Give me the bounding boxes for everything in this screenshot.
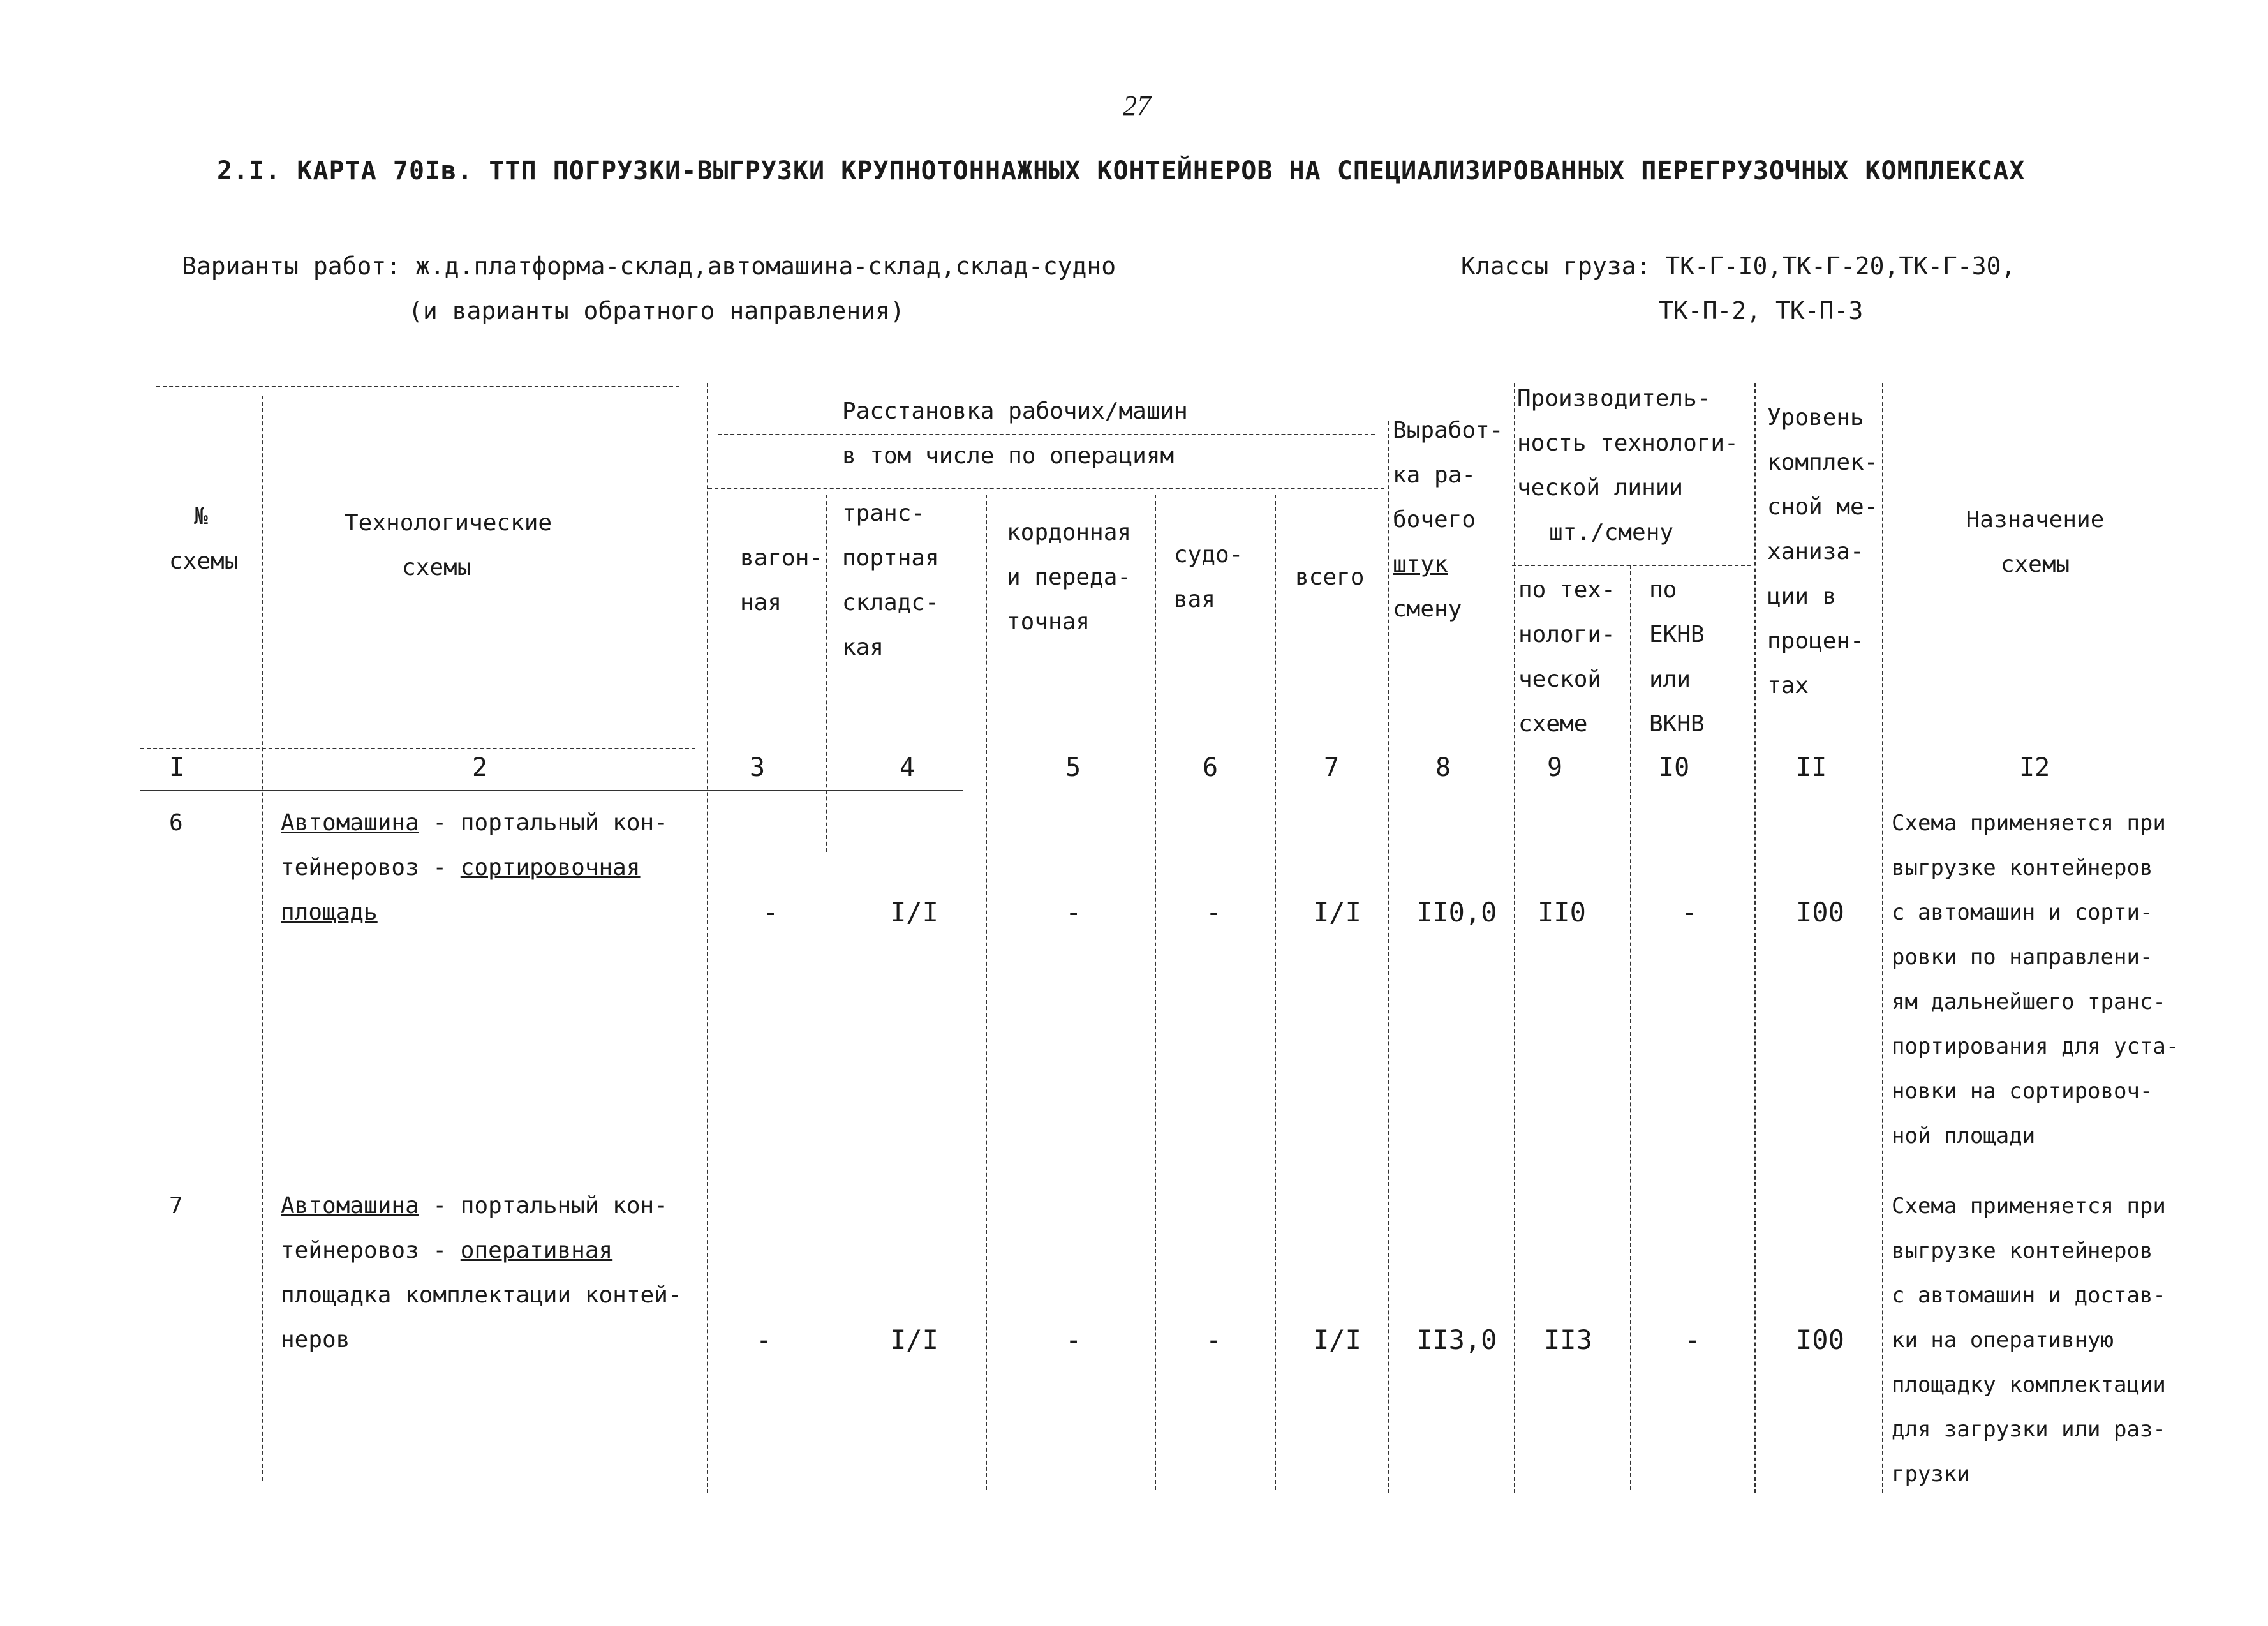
row-col5: - <box>1065 1324 1082 1355</box>
purpose-line: ки на оперативную <box>1892 1327 2114 1353</box>
header-col7: всего <box>1295 564 1365 590</box>
row-col8: II0,0 <box>1416 897 1497 928</box>
scheme-part: тейнеровоз - <box>281 1237 461 1264</box>
purpose-line: портирования для уста- <box>1892 1034 2179 1059</box>
purpose-line: с автомашин и сорти- <box>1892 900 2153 925</box>
header-col6-line2: вая <box>1174 586 1216 613</box>
header-col11 <box>1767 396 1878 708</box>
page-number: 27 <box>1123 90 1151 121</box>
scheme-part: неров <box>281 1327 350 1353</box>
header-tech-schemes-line1: Технологические <box>345 510 552 536</box>
header-col3-line1: вагон- <box>740 545 824 571</box>
header-col9-line2: нологи- <box>1518 622 1615 648</box>
header-col3-line2: ная <box>740 590 782 616</box>
row-scheme-no: 7 <box>169 1193 183 1219</box>
header-col11-line7: тах <box>1767 673 1809 699</box>
work-variants: Варианты работ: ж.д.платформа-склад,автомашина-склад,склад-судно <box>182 252 1116 280</box>
header-prod-group-line2: ность технологи- <box>1517 430 1738 456</box>
header-col6-line1: судо- <box>1174 542 1243 568</box>
scheme-part: - портальный кон- <box>419 810 668 836</box>
row-col11: I00 <box>1796 1324 1844 1355</box>
header-col11-line6: процен- <box>1767 628 1864 654</box>
header-scheme-no-line2: схемы <box>169 548 239 574</box>
header-col4-line1: транс- <box>842 500 926 526</box>
header-col10 <box>1649 568 1705 747</box>
purpose-line: ям дальнейшего транс- <box>1892 989 2166 1015</box>
col-divider-5 <box>1155 495 1156 1490</box>
document-title: 2.I. КАРТА 70Iв. ТТП ПОГРУЗКИ-ВЫГРУЗКИ КРУПНОТОННАЖНЫХ КОНТЕЙНЕРОВ НА СПЕЦИАЛИЗИРОВАННЫХ ПЕРЕГРУЗОЧНЫХ КОМПЛЕКСАХ <box>217 156 2026 186</box>
cargo-classes-line1: Классы груза: ТК-Г-I0,ТК-Г-20,ТК-Г-30, <box>1461 252 2016 280</box>
purpose-line: выгрузке контейнеров <box>1892 1238 2153 1264</box>
row-col3: - <box>762 897 779 928</box>
header-col4-line4: кая <box>842 634 884 660</box>
purpose-line: ной площади <box>1892 1123 2036 1149</box>
header-ops-group: в том числе по операциям <box>842 443 1175 469</box>
header-crew-group: Расстановка рабочих/машин <box>842 398 1188 424</box>
row-col10: - <box>1684 1324 1701 1355</box>
col-divider-7 <box>1388 421 1389 1493</box>
purpose-line: ровки по направлени- <box>1892 944 2153 970</box>
header-col8-line3: бочего <box>1393 507 1476 533</box>
row-scheme-no: 6 <box>169 810 183 836</box>
header-scheme-no-line1: № <box>194 503 208 530</box>
column-number-1: I <box>169 753 185 782</box>
work-variants-note: (и варианты обратного направления) <box>408 297 905 325</box>
table-top-rule <box>156 386 679 387</box>
header-col12-line1: Назначение <box>1966 507 2105 533</box>
ops-group-rule <box>708 488 1384 489</box>
header-col9-line4: схеме <box>1518 711 1588 737</box>
row-col4: I/I <box>890 1324 938 1355</box>
column-number-3: 3 <box>750 753 766 782</box>
column-number-7: 7 <box>1324 753 1340 782</box>
header-col8-line5: смену <box>1393 596 1462 622</box>
row-col7: I/I <box>1313 1324 1361 1355</box>
prod-group-rule <box>1512 565 1751 566</box>
purpose-line: грузки <box>1892 1461 1970 1487</box>
scheme-part: тейнеровоз - <box>281 854 461 881</box>
purpose-line: Схема применяется при <box>1892 810 2166 836</box>
row-col4: I/I <box>890 897 938 928</box>
row-purpose <box>1892 801 2179 1158</box>
row-col6: - <box>1206 897 1222 928</box>
header-col12 <box>1962 498 2109 587</box>
header-col10-line4: ВКНВ <box>1649 711 1705 737</box>
scheme-part: оперативная <box>460 1237 613 1264</box>
column-number-5: 5 <box>1065 753 1081 782</box>
header-col4 <box>842 491 939 670</box>
col-divider-1 <box>262 396 263 1481</box>
column-number-11: II <box>1796 753 1827 782</box>
row-col10: - <box>1681 897 1698 928</box>
col-divider-8 <box>1514 383 1515 1493</box>
header-col10-line2: ЕКНВ <box>1649 622 1705 648</box>
header-prod-group <box>1517 377 1738 555</box>
header-scheme-no <box>169 495 239 584</box>
header-col5-line1: кордонная <box>1007 519 1132 546</box>
cargo-classes-line2: ТК-П-2, ТК-П-3 <box>1659 297 1864 325</box>
column-number-6: 6 <box>1203 753 1219 782</box>
row-scheme-description <box>281 801 668 935</box>
scheme-part: сортировочная <box>460 854 641 881</box>
scheme-part: Автомашина <box>281 1193 419 1219</box>
header-col9-line1: по тех- <box>1518 577 1615 603</box>
scheme-part: - портальный кон- <box>419 1193 668 1219</box>
header-tech-schemes <box>345 501 552 590</box>
purpose-line: с автомашин и достав- <box>1892 1283 2166 1308</box>
purpose-line: новки на сортировоч- <box>1892 1078 2153 1104</box>
scheme-part: Автомашина <box>281 810 419 836</box>
scheme-part: площадка комплектации контей- <box>281 1282 682 1308</box>
header-col4-line2: портная <box>842 545 939 571</box>
header-col11-line1: Уровень <box>1767 405 1864 431</box>
column-number-9: 9 <box>1547 753 1563 782</box>
row-purpose <box>1892 1184 2166 1496</box>
row-col9: II3 <box>1544 1324 1592 1355</box>
column-number-2: 2 <box>472 753 488 782</box>
header-col11-line3: сной ме- <box>1767 494 1878 520</box>
scheme-part: площадь <box>281 899 378 925</box>
row-col8: II3,0 <box>1416 1324 1497 1355</box>
header-col9-line3: ческой <box>1518 666 1602 692</box>
header-col8-line4: штук <box>1393 551 1448 578</box>
header-col12-line2: схемы <box>2000 551 2070 578</box>
col-divider-9 <box>1630 565 1631 1490</box>
column-number-8: 8 <box>1435 753 1451 782</box>
header-col8 <box>1393 408 1503 632</box>
column-number-10: I0 <box>1659 753 1690 782</box>
row-col3: - <box>756 1324 773 1355</box>
header-col11-line4: ханиза- <box>1767 539 1864 565</box>
col-divider-6 <box>1275 495 1276 1490</box>
header-bottom-rule <box>140 748 695 749</box>
header-col11-line5: ции в <box>1767 583 1837 609</box>
header-col5-line2: и переда- <box>1007 564 1132 590</box>
purpose-line: площадку комплектации <box>1892 1372 2166 1398</box>
purpose-line: выгрузке контейнеров <box>1892 855 2153 881</box>
header-col9 <box>1518 568 1615 747</box>
header-prod-group-line4: шт./смену <box>1549 519 1674 546</box>
col-divider-10 <box>1754 383 1756 1493</box>
row-col9: II0 <box>1538 897 1586 928</box>
header-col10-line3: или <box>1649 666 1691 692</box>
column-numbers-rule <box>140 790 963 791</box>
header-col8-line1: Выработ- <box>1393 417 1504 444</box>
header-col6 <box>1174 533 1243 622</box>
purpose-line: для загрузки или раз- <box>1892 1417 2166 1442</box>
row-scheme-description <box>281 1184 682 1362</box>
header-col11-line2: комплек- <box>1767 449 1878 475</box>
col-divider-4 <box>986 495 987 1490</box>
header-prod-group-line3: ческой линии <box>1517 475 1684 501</box>
col-divider-2 <box>707 383 708 1493</box>
purpose-line: Схема применяется при <box>1892 1193 2166 1219</box>
header-tech-schemes-line2: схемы <box>402 555 471 581</box>
header-col3 <box>740 536 823 625</box>
row-col11: I00 <box>1796 897 1844 928</box>
column-number-4: 4 <box>900 753 915 782</box>
header-col5-line3: точная <box>1007 609 1090 635</box>
header-col4-line3: складс- <box>842 590 939 616</box>
row-col6: - <box>1206 1324 1222 1355</box>
header-col10-line1: по <box>1649 577 1677 603</box>
header-prod-group-line1: Производитель- <box>1517 385 1711 412</box>
column-number-12: I2 <box>2019 753 2050 782</box>
header-col5 <box>1007 511 1131 645</box>
row-col7: I/I <box>1313 897 1361 928</box>
row-col5: - <box>1065 897 1082 928</box>
header-col8-line2: ка ра- <box>1393 462 1476 488</box>
col-divider-3 <box>826 495 827 852</box>
col-divider-11 <box>1882 383 1883 1493</box>
